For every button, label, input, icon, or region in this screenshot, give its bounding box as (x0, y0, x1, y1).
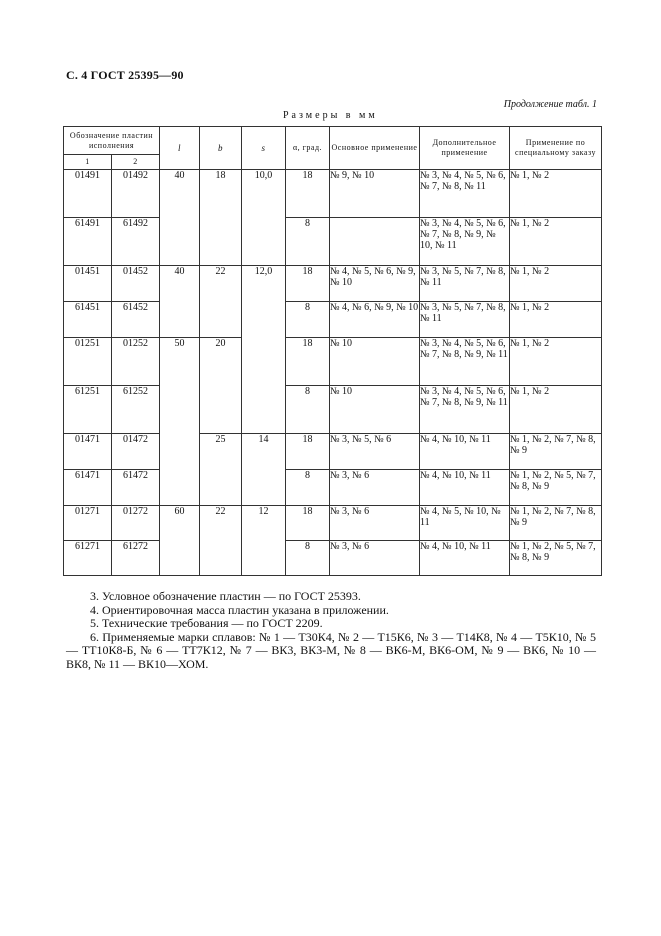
special-order-cell: № 1, № 2, № 5, № 7, № 8, № 9 (510, 541, 602, 576)
table-row (64, 266, 602, 302)
code-variant-1: 61451 (64, 302, 112, 338)
special-order-cell: № 1, № 2, № 7, № 8, № 9 (510, 506, 602, 541)
code-variant-1: 01251 (64, 338, 112, 386)
special-order-cell: № 1, № 2, № 7, № 8, № 9 (510, 434, 602, 470)
extra-use-cell: № 4, № 10, № 11 (420, 434, 510, 470)
main-use-cell: № 3, № 5, № 6 (330, 434, 420, 470)
dim-s: 12 (242, 506, 286, 576)
notes-section (66, 590, 596, 672)
code-variant-1: 61251 (64, 386, 112, 434)
angle-cell: 8 (286, 541, 330, 576)
note-4: 4. Ориентировочная масса пластин указана в приложении. (90, 602, 389, 617)
main-use-cell: № 4, № 5, № 6, № 9, № 10 (330, 266, 420, 302)
dim-l: 50 (160, 338, 200, 506)
dim-b: 22 (200, 266, 242, 338)
note-6: 6. Применяемые марки сплавов: № 1 — Т30К4, № 2 — Т15К6, № 3 — Т14К8, № 4 — Т5К10, № 5 — ТТ10К8-Б, № 6 — ТТ7К12, № 7 — ВК3, ВК3-М, № 8 — ВК6-М, ВК6-ОМ, № 9 — ВК6, № 10 — ВК8, № 11 — ВК10—ХОМ. (66, 629, 596, 671)
angle-cell: 8 (286, 218, 330, 266)
main-use-cell: № 10 (330, 386, 420, 434)
code-variant-2: 01252 (112, 338, 160, 386)
code-variant-2: 01492 (112, 170, 160, 218)
special-order-cell: № 1, № 2 (510, 218, 602, 266)
extra-use-cell: № 3, № 5, № 7, № 8, № 11 (420, 266, 510, 302)
extra-use-cell: № 3, № 4, № 5, № 6, № 7, № 8, № 11 (420, 170, 510, 218)
header-variant-1: 1 (64, 155, 112, 170)
header-s: s (242, 127, 286, 170)
code-variant-1: 01491 (64, 170, 112, 218)
main-use-cell: № 3, № 6 (330, 506, 420, 541)
dim-b: 25 (200, 434, 242, 506)
table-row (64, 170, 602, 218)
dim-s: 14 (242, 434, 286, 506)
header-main-use: Основное применение (330, 127, 420, 170)
extra-use-cell: № 4, № 10, № 11 (420, 541, 510, 576)
code-variant-2: 01272 (112, 506, 160, 541)
extra-use-cell: № 3, № 4, № 5, № 6, № 7, № 8, № 9, № 11 (420, 338, 510, 386)
header-b: b (200, 127, 242, 170)
angle-cell: 8 (286, 470, 330, 506)
header-designation: Обозначение пластин исполнения (64, 127, 160, 155)
angle-cell: 18 (286, 506, 330, 541)
special-order-cell: № 1, № 2 (510, 386, 602, 434)
extra-use-cell: № 3, № 4, № 5, № 6, № 7, № 8, № 9, № 10, № 11 (420, 218, 510, 266)
code-variant-1: 61271 (64, 541, 112, 576)
special-order-cell: № 1, № 2, № 5, № 7, № 8, № 9 (510, 470, 602, 506)
table-row (64, 338, 602, 386)
extra-use-cell: № 3, № 5, № 7, № 8, № 11 (420, 302, 510, 338)
code-variant-2: 61492 (112, 218, 160, 266)
dimensions-caption: Размеры в мм (283, 110, 378, 121)
main-use-cell: № 3, № 6 (330, 470, 420, 506)
angle-cell: 8 (286, 386, 330, 434)
dim-l: 40 (160, 170, 200, 266)
table-row (64, 218, 602, 266)
header-l: l (160, 127, 200, 170)
special-order-cell: № 1, № 2 (510, 302, 602, 338)
main-use-cell: № 9, № 10 (330, 170, 420, 218)
table-continuation-label: Продолжение табл. 1 (503, 99, 597, 110)
dim-l: 40 (160, 266, 200, 338)
table-row (64, 434, 602, 470)
dim-b: 18 (200, 170, 242, 266)
dim-b: 20 (200, 338, 242, 434)
special-order-cell: № 1, № 2 (510, 338, 602, 386)
header-angle: α, град. (286, 127, 330, 170)
table-row (64, 470, 602, 506)
angle-cell: 18 (286, 434, 330, 470)
main-use-cell: № 10 (330, 338, 420, 386)
dim-s: 12,0 (242, 266, 286, 434)
code-variant-2: 61272 (112, 541, 160, 576)
dim-l: 60 (160, 506, 200, 576)
code-variant-1: 61471 (64, 470, 112, 506)
extra-use-cell: № 3, № 4, № 5, № 6, № 7, № 8, № 9, № 11 (420, 386, 510, 434)
special-order-cell: № 1, № 2 (510, 170, 602, 218)
special-order-cell: № 1, № 2 (510, 266, 602, 302)
dim-b: 22 (200, 506, 242, 576)
angle-cell: 8 (286, 302, 330, 338)
table-row (64, 302, 602, 338)
main-use-cell: № 3, № 6 (330, 541, 420, 576)
angle-cell: 18 (286, 266, 330, 302)
main-use-cell (330, 218, 420, 266)
page-title: С. 4 ГОСТ 25395—90 (66, 68, 184, 82)
note-5: 5. Технические требования — по ГОСТ 2209. (90, 616, 323, 631)
table-row (64, 506, 602, 541)
header-row (64, 127, 602, 155)
angle-cell: 18 (286, 338, 330, 386)
code-variant-2: 01472 (112, 434, 160, 470)
header-extra-use: Дополнительное применение (420, 127, 510, 170)
extra-use-cell: № 4, № 5, № 10, № 11 (420, 506, 510, 541)
note-3: 3. Условное обозначение пластин — по ГОСТ 25393. (90, 589, 361, 603)
angle-cell: 18 (286, 170, 330, 218)
code-variant-2: 61472 (112, 470, 160, 506)
extra-use-cell: № 4, № 10, № 11 (420, 470, 510, 506)
table-row (64, 386, 602, 434)
dim-s: 10,0 (242, 170, 286, 266)
code-variant-2: 61452 (112, 302, 160, 338)
header-special-order: Применение по специальному заказу (510, 127, 602, 170)
code-variant-1: 01471 (64, 434, 112, 470)
header-variant-2: 2 (112, 155, 160, 170)
code-variant-2: 01452 (112, 266, 160, 302)
code-variant-1: 61491 (64, 218, 112, 266)
code-variant-2: 61252 (112, 386, 160, 434)
spec-table (63, 126, 602, 576)
code-variant-1: 01451 (64, 266, 112, 302)
table-row (64, 541, 602, 576)
main-use-cell: № 4, № 6, № 9, № 10 (330, 302, 420, 338)
code-variant-1: 01271 (64, 506, 112, 541)
